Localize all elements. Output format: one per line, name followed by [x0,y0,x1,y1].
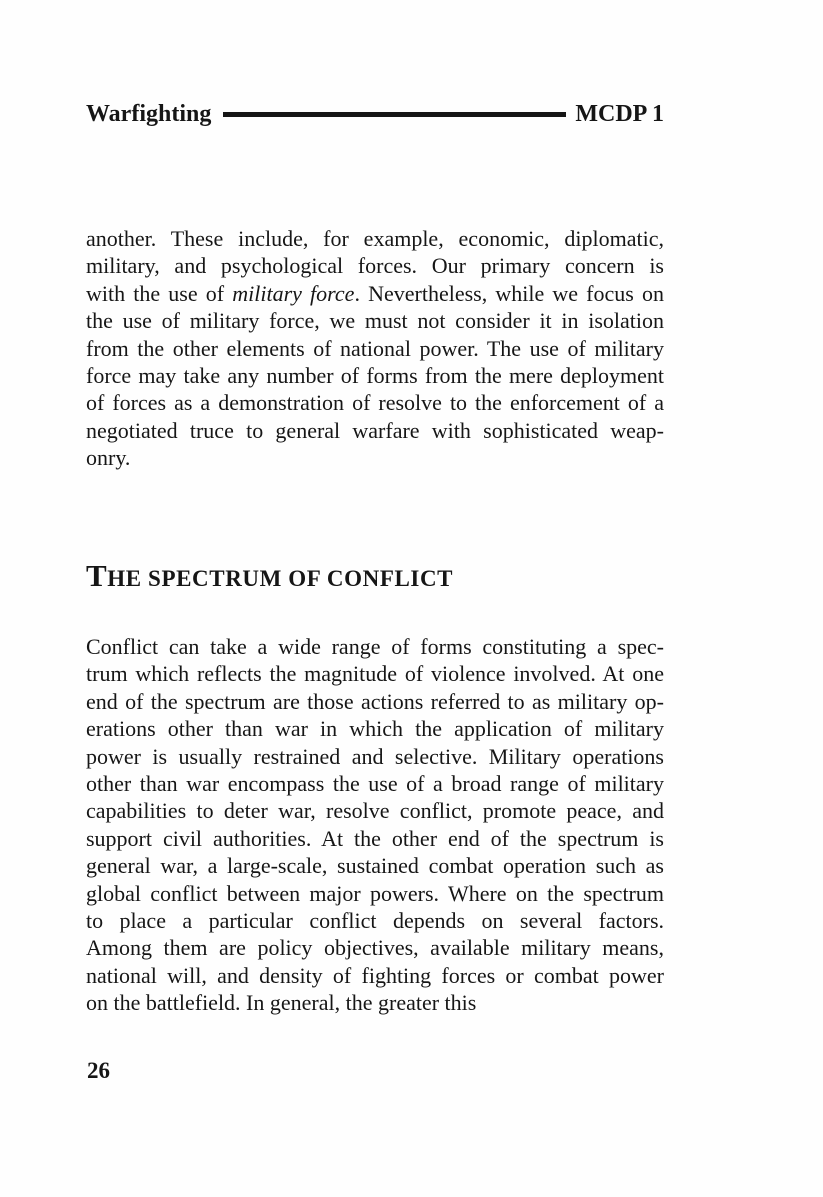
section-heading-lead-cap: T [86,558,108,593]
text-line: military, and psychological forces. Our primary concern is [86,253,664,279]
text-line: another. These include, for example, economic, diplomatic, [86,226,664,251]
text-line: negotiated truce to general warfare with sophisticated weap- [86,417,664,443]
text-line: capabilities to deter war, resolve conflict, promote peace, and [86,798,664,824]
text-line: on the battlefield. In general, the greater this [86,990,477,1016]
section-heading [86,558,664,594]
header-doc-code: MCDP 1 [575,101,664,127]
text-line: national will, and density of fighting forces or combat power [86,962,664,988]
paragraph-2 [86,633,664,1017]
text-line: force may take any number of forms from the mere deployment [86,363,664,389]
text-line: Conflict can take a wide range of forms constituting a spec- [86,634,664,659]
header-title: Warfighting [86,101,212,127]
text-line: support civil authorities. At the other end of the spectrum is [86,825,664,851]
header-rule [223,112,566,117]
text-line: from the other elements of national power. The use of military [86,335,664,361]
paragraph-1 [86,225,664,472]
text-line: power is usually restrained and selective. Military operations [86,743,664,769]
text-line: general war, a large-scale, sustained combat operation such as [86,853,664,879]
text-line: Among them are policy objectives, available military means, [86,935,664,961]
text-line: of forces as a demonstration of resolve to the enforcement of a [86,390,664,416]
page-number: 26 [87,1058,110,1083]
text-line: end of the spectrum are those actions referred to as military op- [86,688,664,714]
text-line: global conflict between major powers. Where on the spectrum [86,880,664,906]
text-line: trum which reflects the magnitude of violence involved. At one [86,661,664,687]
page-header [86,100,664,128]
text-line: the use of military force, we must not consider it in isolation [86,308,664,334]
text-line: to place a particular conflict depends on several factors. [86,908,664,934]
text-line: with the use of military force. Nevertheless, while we focus on [86,280,664,306]
section-heading-text: HE SPECTRUM OF CONFLICT [107,566,454,591]
text-line: erations other than war in which the application of military [86,716,664,742]
text-line: other than war encompass the use of a broad range of military [86,771,664,797]
text-line: onry. [86,445,131,471]
